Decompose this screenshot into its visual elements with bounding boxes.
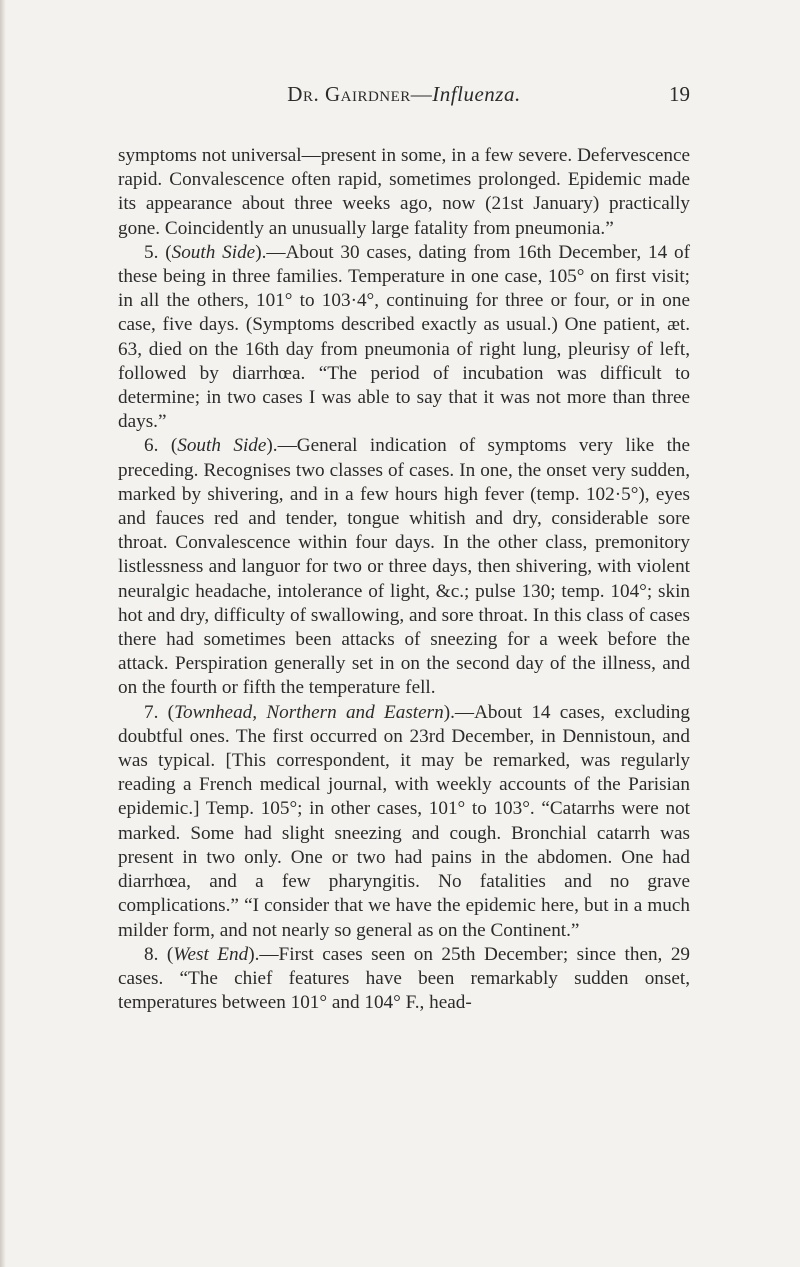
district-name: Townhead, Northern and Eastern <box>174 701 444 723</box>
running-head <box>118 82 690 112</box>
page-number: 19 <box>669 82 690 106</box>
paragraph-text: ).—About 14 cases, excluding doubtful ones. The first occurred on 23rd December, in Dennistoun, and was typical. [This correspondent, it may be remarked, was regularly reading a French medical journal, with weekly accounts of the Parisian epidemic.] Temp. 105°; in other cases, 101° to 103°. “Catarrhs were not marked. Some had slight sneezing and cough. Bronchial catarrh was present in two only. One or two had pains in the abdomen. One had diarrhœa, and a few pharyngitis. No fatalities and no grave complications.” “I consider that we have the epidemic here, but in a much milder form, and not nearly so general as on the Continent.” <box>118 701 690 941</box>
running-head-title <box>118 82 690 107</box>
body-text <box>118 144 690 1015</box>
paragraph-number: 8. ( <box>144 943 174 965</box>
header-dash: — <box>410 82 433 106</box>
page-edge-shadow <box>0 0 6 1267</box>
paragraph-text: ).—About 30 cases, dating from 16th December, 14 of these being in three families. Temperature in one case, 105° on first visit; in all the others, 101° to 103·4°, continuing for three or four, or in one case, five days. (Symptoms described exactly as usual.) One patient, æt. 63, died on the 16th day from pneumonia of right lung, pleurisy of left, followed by diarrhœa. “The period of incubation was difficult to determine; in two cases I was able to say that it was not more than three days.” <box>118 241 690 433</box>
header-title: Influenza. <box>432 82 521 106</box>
header-author: Dr. Gairdner <box>287 82 411 106</box>
paragraph-number: 6. ( <box>144 435 178 457</box>
paragraph-text: ).—General indication of symptoms very like the preceding. Recognises two classes of cases. In one, the onset very sudden, marked by shivering, and in a few hours high fever (temp. 102·5°), eyes and fauces red and tender, tongue whitish and dry, considerable sore throat. Convalescence within four days. In the other class, premonitory listlessness and languor for two or three days, then shivering, with violent neuralgic headache, intolerance of light, &c.; pulse 130; temp. 104°; skin hot and dry, difficulty of swallowing, and sore throat. In this class of cases there had sometimes been attacks of sneezing for a week before the attack. Perspiration generally set in on the second day of the illness, and on the fourth or fifth the temperature fell. <box>118 435 691 699</box>
paragraph-8 <box>118 943 690 1016</box>
paragraph-number: 7. ( <box>144 701 175 723</box>
paragraph-7 <box>118 701 690 943</box>
paragraph-6 <box>118 434 690 700</box>
paragraph-continued: symptoms not universal—present in some, in a few severe. Defervescence rapid. Convalescence often rapid, sometimes prolonged. Epidemic made its appearance about three weeks ago, now (21st January) practically gone. Coincidently an unusually large fatality from pneumonia.” <box>118 145 690 239</box>
district-name: West End <box>173 943 249 965</box>
district-name: South Side <box>171 241 256 263</box>
district-name: South Side <box>177 435 267 457</box>
paragraph-number: 5. ( <box>144 241 172 263</box>
paragraph-text: ).—First cases seen on 25th December; since then, 29 cases. “The chief features have been remarkably sudden onset, temperatures between 101° and 104° F., head- <box>118 943 691 1014</box>
paragraph-5 <box>118 241 690 435</box>
